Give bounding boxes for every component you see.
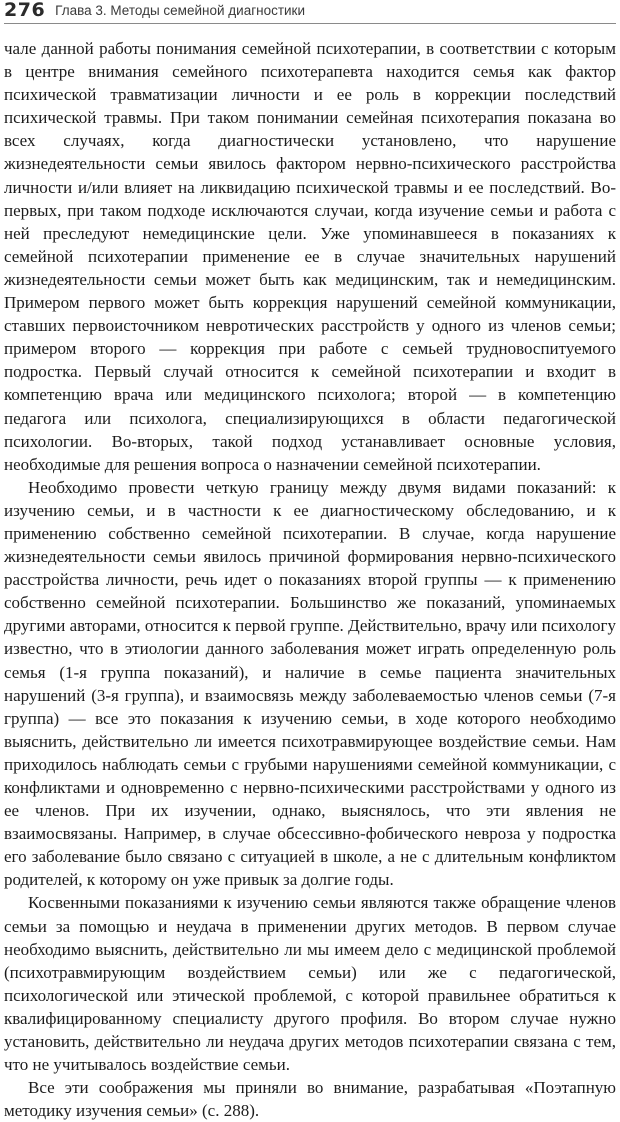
chapter-title: Глава 3. Методы семейной диагностики [55,3,306,18]
paragraph: Все эти соображения мы приняли во внимание, разрабатывая «Поэтапную методику изучения семьи» (с. 288). [4,1078,616,1121]
body-text [4,37,616,1122]
running-head [4,0,616,24]
paragraph: Необходимо провести четкую границу между двумя видами показаний: к изучению семьи, и в частности к ее диагностическому обследованию, и к применению собственно семейной психотерапии. В случае, когда нарушение жизнедеятельности семьи явилось причиной формирования нервно-психического расстройства личности, речь идет о показаниях второй группы — к применению собственно семейной психотерапии. Большинство же показаний, упоминаемых другими авторами, относится к первой группе. Действительно, врачу или психологу известно, что в этиологии данного заболевания может играть определенную роль семья (1-я группа показаний), и наличие в семье пациента значительных нарушений (3-я группа), и взаимосвязь между заболеваемостью членов семьи (7-я группа) — все это показания к изучению семьи, в ходе которого необходимо выяснить, действительно ли имеется психотравмирующее воздействие семьи. Нам приходилось наблюдать семьи с грубыми нарушениями семейной коммуникации, с конфликтами и одновременно с нервно-психическими расстройствами у одного из ее членов. При их изучении, однако, выяснялось, что эти явления не взаимосвязаны. Например, в случае обсессивно-фобического невроза у подростка его заболевание было связано с ситуацией в школе, а не с длительным конфликтом родителей, к которому он уже привык за долгие годы. [4,477,616,890]
paragraph-continued: чале данной работы понимания семейной психотерапии, в соответствии с которым в центре внимания семейного психотерапевта находится семья как фактор психической травматизации личности и ее роль в коррекции последствий психической травмы. При таком понимании семейная психотерапия показана во всех случаях, когда диагностически установлено, что нарушение жизнедеятельности семьи явилось фактором нервно-психического расстройства личности и/или влияет на ликвидацию психической травмы и ее последствий. Во-первых, при таком подходе исключаются случаи, когда изучение семьи и работа с ней преследуют немедицинские цели. Уже упоминавшееся в показаниях к семейной психотерапии применение ее в случае значительных нарушений жизнедеятельности семьи может быть как медицинским, так и немедицинским. Примером первого может быть коррекция нарушений семейной коммуникации, ставших первоисточником невротических расстройств у одного из членов семьи; примером второго — коррекция при работе с семьей трудновоспитуемого подростка. Первый случай относится к семейной психотерапии и входит в компетенцию врача или медицинского психолога; второй — в компетенцию педагога или психолога, специализирующихся в области педагогической психологии. Во-вторых, такой подход устанавливает основные условия, необходимые для решения вопроса о назначении семейной психотерапии. [4,39,616,474]
page-number: 276 [4,0,46,21]
paragraph: Косвенными показаниями к изучению семьи являются также обращение членов семьи за помощью и неудача в применении других методов. В первом случае необходимо выяснить, действительно ли мы имеем дело с медицинской проблемой (психотравмирующим воздействием семьи) или же с педагогической, психологической или этической проблемой, с которой правильнее обратиться к квалифицированному специалисту другого профиля. Во втором случае нужно установить, действительно ли неудача других методов психотерапии связана с тем, что не учитывалось воздействие семьи. [4,893,616,1075]
